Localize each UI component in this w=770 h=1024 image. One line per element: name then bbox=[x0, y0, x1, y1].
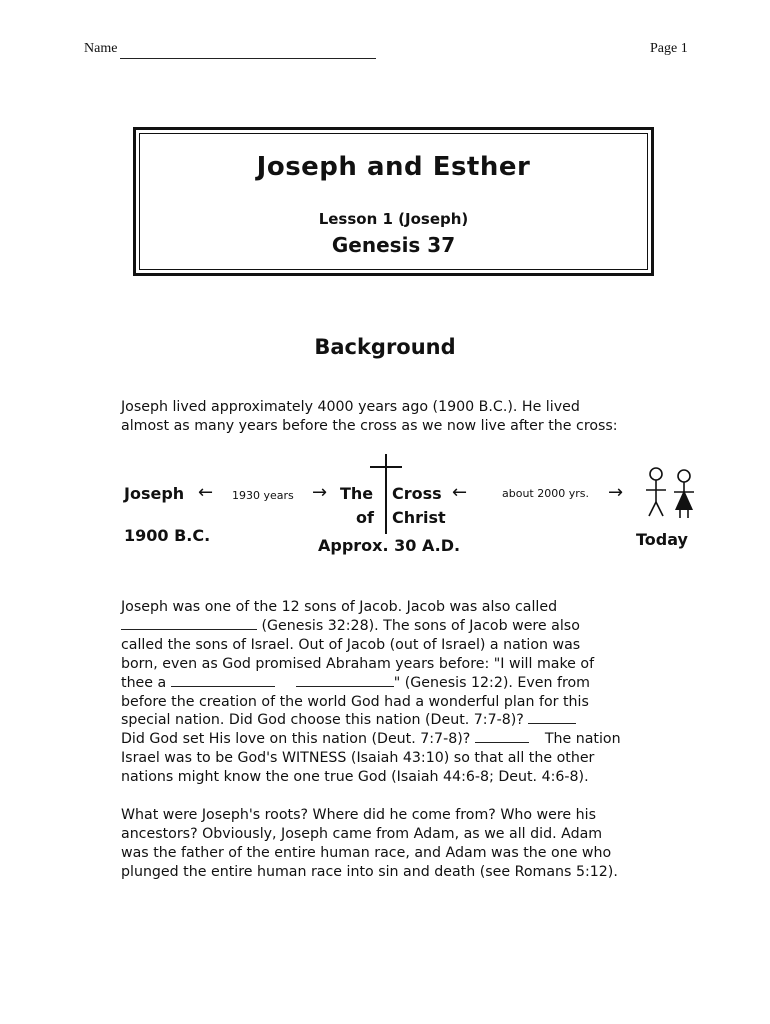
timeline-years-before: 1930 years bbox=[232, 489, 294, 502]
answer-blank[interactable] bbox=[121, 628, 257, 630]
text-line: called the sons of Israel. Out of Jacob (out of Israel) a nation was bbox=[121, 636, 581, 653]
arrow-left-icon: ← bbox=[198, 482, 214, 503]
lesson-label: Lesson 1 (Joseph) bbox=[318, 210, 469, 228]
text-line: born, even as God promised Abraham years before: "I will make of bbox=[121, 655, 595, 672]
timeline-christ: Christ bbox=[392, 508, 446, 527]
cross-horizontal bbox=[370, 466, 402, 468]
arrow-left-icon: ← bbox=[452, 482, 468, 503]
timeline-today: Today bbox=[636, 530, 688, 549]
text-line: was the father of the entire human race, and Adam was the one who bbox=[121, 844, 612, 861]
intro-line: Joseph lived approximately 4000 years ago (1900 B.C.). He lived bbox=[121, 399, 580, 415]
text-line: before the creation of the world God had a wonderful plan for this bbox=[121, 693, 589, 710]
timeline-joseph-date: 1900 B.C. bbox=[124, 526, 211, 545]
section-heading: Background bbox=[314, 335, 456, 359]
arrow-right-icon: → bbox=[312, 482, 328, 503]
scripture-reference: Genesis 37 bbox=[331, 233, 456, 257]
text-line: " (Genesis 12:2). Even from bbox=[393, 674, 591, 691]
timeline-of: of bbox=[356, 508, 374, 527]
stick-figures-icon bbox=[640, 464, 702, 528]
text-line: Did God set His love on this nation (Deut. 7:7-8)? bbox=[121, 731, 475, 748]
name-blank-line[interactable] bbox=[120, 58, 376, 59]
text-line: The nation bbox=[544, 731, 621, 748]
answer-blank[interactable] bbox=[528, 722, 576, 724]
answer-blank[interactable] bbox=[171, 685, 275, 687]
paragraph-roots bbox=[121, 806, 681, 882]
intro-line: almost as many years before the cross as we now live after the cross: bbox=[121, 417, 618, 434]
answer-blank[interactable] bbox=[475, 741, 529, 743]
paragraph-israel bbox=[121, 598, 681, 787]
text-line: (Genesis 32:28). The sons of Jacob were also bbox=[257, 617, 580, 634]
timeline-cross-date: Approx. 30 A.D. bbox=[318, 536, 461, 555]
timeline-the: The bbox=[340, 484, 374, 503]
answer-blank[interactable] bbox=[296, 685, 394, 687]
text-line: What were Joseph's roots? Where did he come from? Who were his bbox=[121, 807, 596, 823]
arrow-right-icon: → bbox=[608, 482, 624, 503]
title-box bbox=[133, 127, 654, 276]
page-number: Page 1 bbox=[650, 41, 688, 56]
text-line: Israel was to be God's WITNESS (Isaiah 43:10) so that all the other bbox=[121, 750, 595, 767]
intro-paragraph bbox=[121, 398, 681, 436]
text-line: plunged the entire human race into sin and death (see Romans 5:12). bbox=[121, 863, 618, 880]
text-line: special nation. Did God choose this nation (Deut. 7:7-8)? bbox=[121, 712, 529, 729]
timeline-diagram bbox=[0, 450, 770, 570]
text-line: nations might know the one true God (Isaiah 44:6-8; Deut. 4:6-8). bbox=[121, 769, 589, 786]
timeline-joseph-label: Joseph bbox=[124, 484, 185, 503]
text-line: thee a bbox=[121, 674, 171, 691]
timeline-cross: Cross bbox=[392, 484, 442, 503]
text-line: ancestors? Obviously, Joseph came from Adam, as we all did. Adam bbox=[121, 825, 603, 842]
timeline-years-after: about 2000 yrs. bbox=[502, 487, 589, 500]
worksheet-title: Joseph and Esther bbox=[256, 152, 531, 182]
name-label: Name bbox=[84, 41, 118, 56]
text-line: Joseph was one of the 12 sons of Jacob. Jacob was also called bbox=[121, 599, 558, 615]
